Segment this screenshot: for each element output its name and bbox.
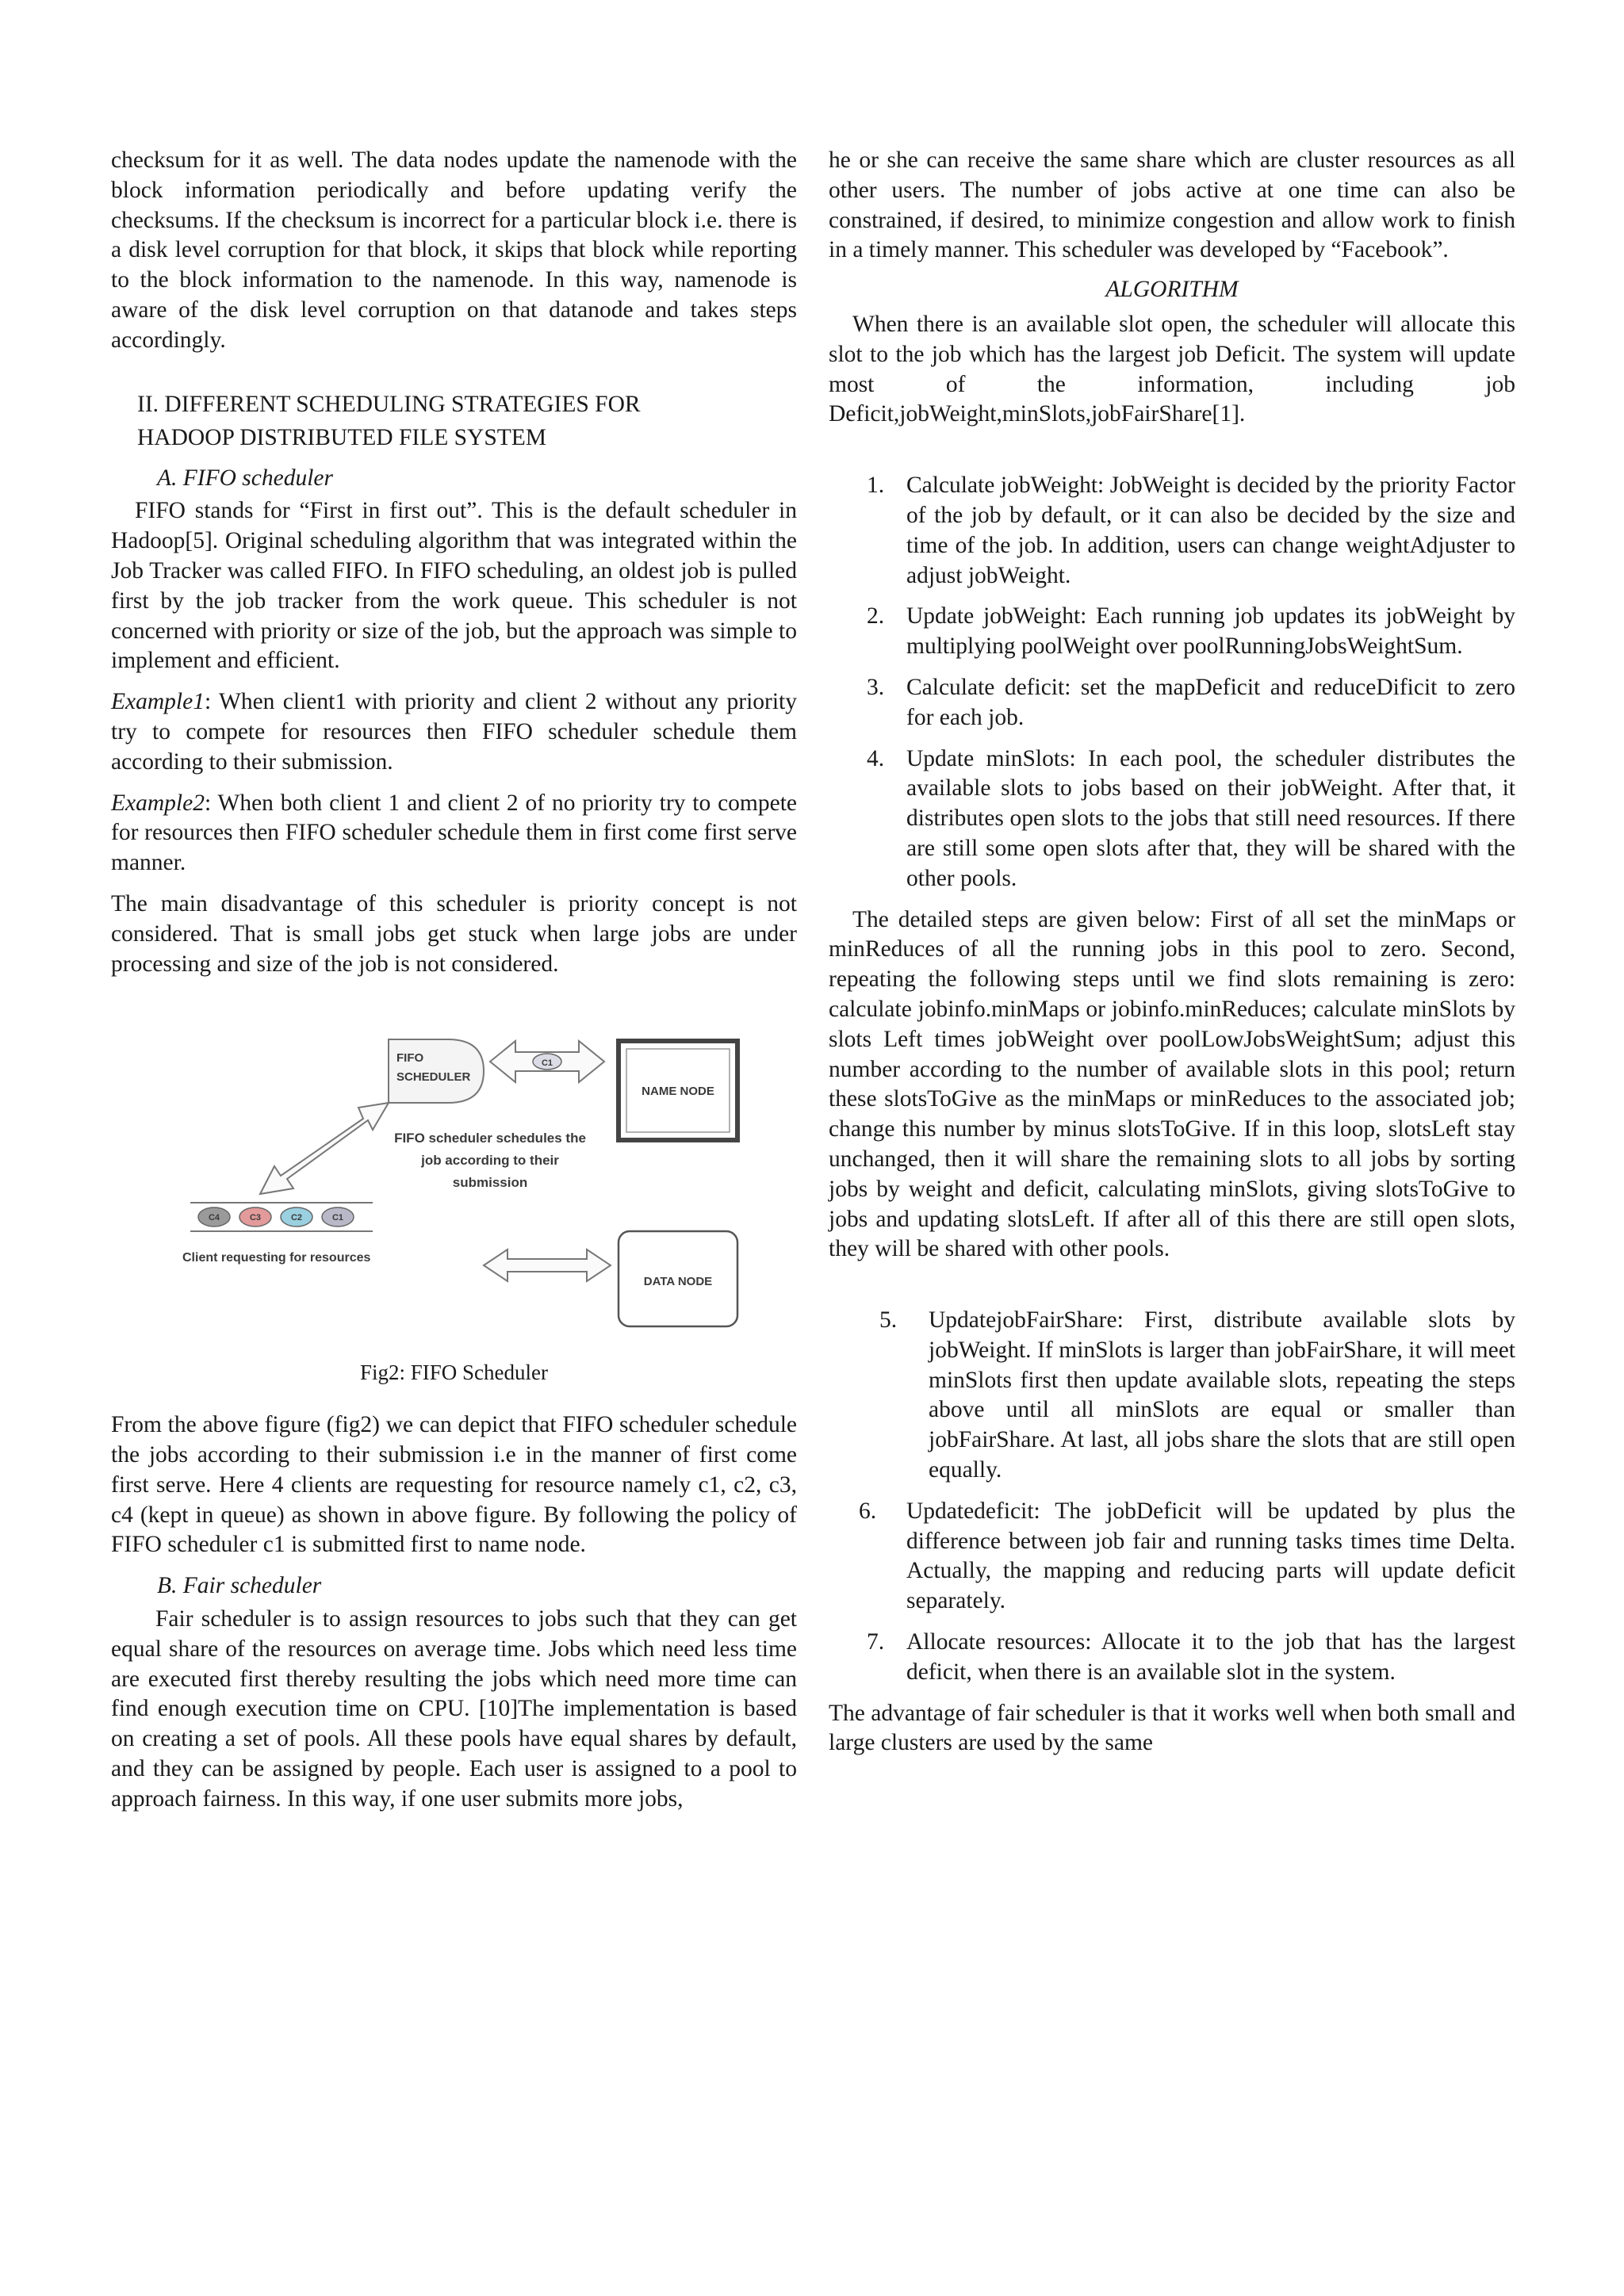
figure-desc-line-1: FIFO scheduler schedules the	[394, 1131, 586, 1146]
fifo-label-2: SCHEDULER	[396, 1070, 471, 1085]
algorithm-step-2	[829, 602, 1515, 662]
client-requesting-label: Client requesting for resources	[182, 1251, 371, 1265]
step-number: 3.	[867, 674, 885, 700]
figure-desc-line-3: submission	[452, 1175, 528, 1191]
step-text: Calculate deficit: set the mapDeficit and reduceDificit to zero for each job.	[906, 674, 1515, 730]
algorithm-heading: ALGORITHM	[1105, 277, 1239, 303]
datanode-arrow	[484, 1249, 611, 1281]
step-number: 2.	[867, 603, 885, 629]
step-number: 4.	[867, 745, 885, 771]
client-token-label: C3	[249, 1213, 262, 1223]
left-column	[111, 146, 797, 1814]
detailed-steps-paragraph: The detailed steps are given below: First of all set the minMaps or minReduces of all the running jobs in this pool to zero. Second, repeating the following steps until we find slots remaining is zero: calculate jobinfo.minMaps or jobinfo.minReduces; calculate minSlots by slots Left times jobWeight over poolLowJobsWeightSum; adjust this number according to the number of available slots in this pool; return these slotsToGive as the minMaps or minReduces to the associated job; change this number by minus slotsToGive. If in this loop, slotsLeft stay unchanged, then it will share the remaining slots to all jobs by sorting jobs by weight and deficit, calculating minSlots, giving slotsToGive to jobs and updating slotsLeft. If after all of this there are still open slots, they will be shared with other pools.	[829, 906, 1515, 1262]
section-heading-line-1: II. DIFFERENT SCHEDULING STRATEGIES FOR	[137, 391, 641, 417]
step-number: 6.	[859, 1498, 877, 1524]
step-text: Update jobWeight: Each running job updates its jobWeight by multiplying poolWeight over poolRunningJobsWeightSum.	[906, 603, 1515, 660]
client-token-label: C1	[331, 1213, 344, 1223]
data-node-label: DATA NODE	[643, 1275, 713, 1289]
section-heading	[111, 388, 797, 454]
fair-paragraph: Fair scheduler is to assign resources to jobs such that they can get equal share of the resources on average time. Jobs which need less time are executed first thereby resulting the jobs which need more time can find enough execution time on CPU. [10]The implementation is based on creating a set of pools. All these pools have equal shares by default, and they can be assigned by people. Each user is assigned to a pool to approach fairness. In this way, if one user submits more jobs,	[111, 1605, 797, 1812]
algorithm-step-7	[829, 1628, 1515, 1688]
step-text: UpdatejobFairShare: First, distribute available slots by jobWeight. If minSlots is larger than jobFairShare, it will meet minSlots first then update available slots, repeating the steps above until all minSlots are equal or smaller than jobFairShare. At last, all jobs share the slots that are still open equally.	[929, 1307, 1515, 1483]
disadvantage-paragraph: The main disadvantage of this scheduler is priority concept is not considered. That is small jobs get stuck when large jobs are under processing and size of the job is not considered.	[111, 890, 797, 977]
algorithm-step-6	[829, 1497, 1515, 1617]
step-text: Updatedeficit: The jobDeficit will be updated by plus the difference between job fair and running tasks times time Delta. Actually, the mapping and reducing parts will update deficit separately.	[906, 1498, 1515, 1614]
fifo-paragraph: FIFO stands for “First in first out”. This is the default scheduler in Hadoop[5]. Original scheduling algorithm that was integrated within the Job Tracker was called FIFO. In FIFO scheduling, an oldest job is pulled first by the job tracker from the work queue. This scheduler is not concerned with priority or size of the job, but the approach was simple to implement and efficient.	[111, 498, 797, 674]
c1-arrow-label: C1	[541, 1058, 553, 1069]
example1-text: : When client1 with priority and client 2 without any priority try to compete for resources then FIFO scheduler schedule them according to their submission.	[111, 689, 797, 775]
example2-label: Example2	[111, 790, 205, 816]
fifo-label-1: FIFO	[396, 1051, 424, 1066]
client-token-label: C2	[290, 1213, 303, 1223]
algorithm-step-1	[829, 471, 1515, 591]
subsection-fifo-heading: A. FIFO scheduler	[157, 465, 333, 491]
queue-scheduler-arrow	[260, 1103, 389, 1194]
client-token-label: C4	[208, 1213, 220, 1223]
checksum-paragraph: checksum for it as well. The data nodes update the namenode with the block information periodically and before updating verify the checksums. If the checksum is incorrect for a particular block i.e. there is a disk level corruption for that block, it skips that block while reporting to the block information to the namenode. In this way, namenode is aware of the disk level corruption on that datanode and takes steps accordingly.	[111, 147, 797, 353]
algorithm-intro-paragraph: When there is an available slot open, the scheduler will allocate this slot to the job which has the largest job Deficit. The system will update most of the information, including job Deficit,jobWeight,minSlots,jobFairShare[1].	[829, 311, 1515, 427]
fifo-diagram	[111, 1024, 797, 1357]
algorithm-step-5	[829, 1306, 1515, 1486]
algorithm-steps-1-4	[829, 471, 1515, 894]
figure-desc-line-2: job according to their	[421, 1153, 559, 1169]
example1-label: Example1	[111, 689, 205, 715]
step-number: 1.	[867, 473, 885, 499]
section-heading-line-2: HADOOP DISTRIBUTED FILE SYSTEM	[137, 424, 546, 450]
example2-paragraph	[111, 789, 797, 878]
step-number: 5.	[879, 1307, 898, 1334]
fair-continued-paragraph: he or she can receive the same share which are cluster resources as all other users. The number of jobs active at one time can also be constrained, if desired, to minimize congestion and allow work to finish in a timely manner. This scheduler was developed by “Facebook”.	[829, 147, 1515, 263]
advantage-paragraph: The advantage of fair scheduler is that it works well when both small and large clusters are used by the same	[829, 1700, 1515, 1756]
right-column	[829, 146, 1515, 1758]
figure-caption: Fig2: FIFO Scheduler	[359, 1360, 548, 1385]
client-queue	[198, 1207, 354, 1226]
figure-description-paragraph: From the above figure (fig2) we can depict that FIFO scheduler schedule the jobs according to their submission i.e in the manner of first come first serve. Here 4 clients are requesting for resource namely c1, c2, c3, c4 (kept in queue) as shown in above figure. By following the policy of FIFO scheduler c1 is submitted first to name node.	[111, 1412, 797, 1558]
step-text: Allocate resources: Allocate it to the job that has the largest deficit, when there is an available slot in the system.	[906, 1629, 1515, 1685]
fifo-figure	[111, 1024, 797, 1357]
step-text: Update minSlots: In each pool, the scheduler distributes the available slots to jobs based on their jobWeight. After that, it distributes open slots to the jobs that still need resources. If there are still some open slots after that, they will be shared with the other pools.	[906, 745, 1515, 891]
subsection-fair-heading: B. Fair scheduler	[157, 1573, 322, 1599]
example1-paragraph	[111, 687, 797, 777]
step-number: 7.	[867, 1629, 885, 1655]
algorithm-step-3	[829, 673, 1515, 733]
name-node-label: NAME NODE	[642, 1085, 714, 1099]
step-text: Calculate jobWeight: JobWeight is decided by the priority Factor of the job by default, or it can also be decided by the size and time of the job. In addition, users can change weightAdjuster to adjust jobWeight.	[906, 473, 1515, 588]
algorithm-step-4	[829, 744, 1515, 894]
example2-text: : When both client 1 and client 2 of no priority try to compete for resources then FIFO scheduler schedule them in first come first serve manner.	[111, 790, 797, 876]
